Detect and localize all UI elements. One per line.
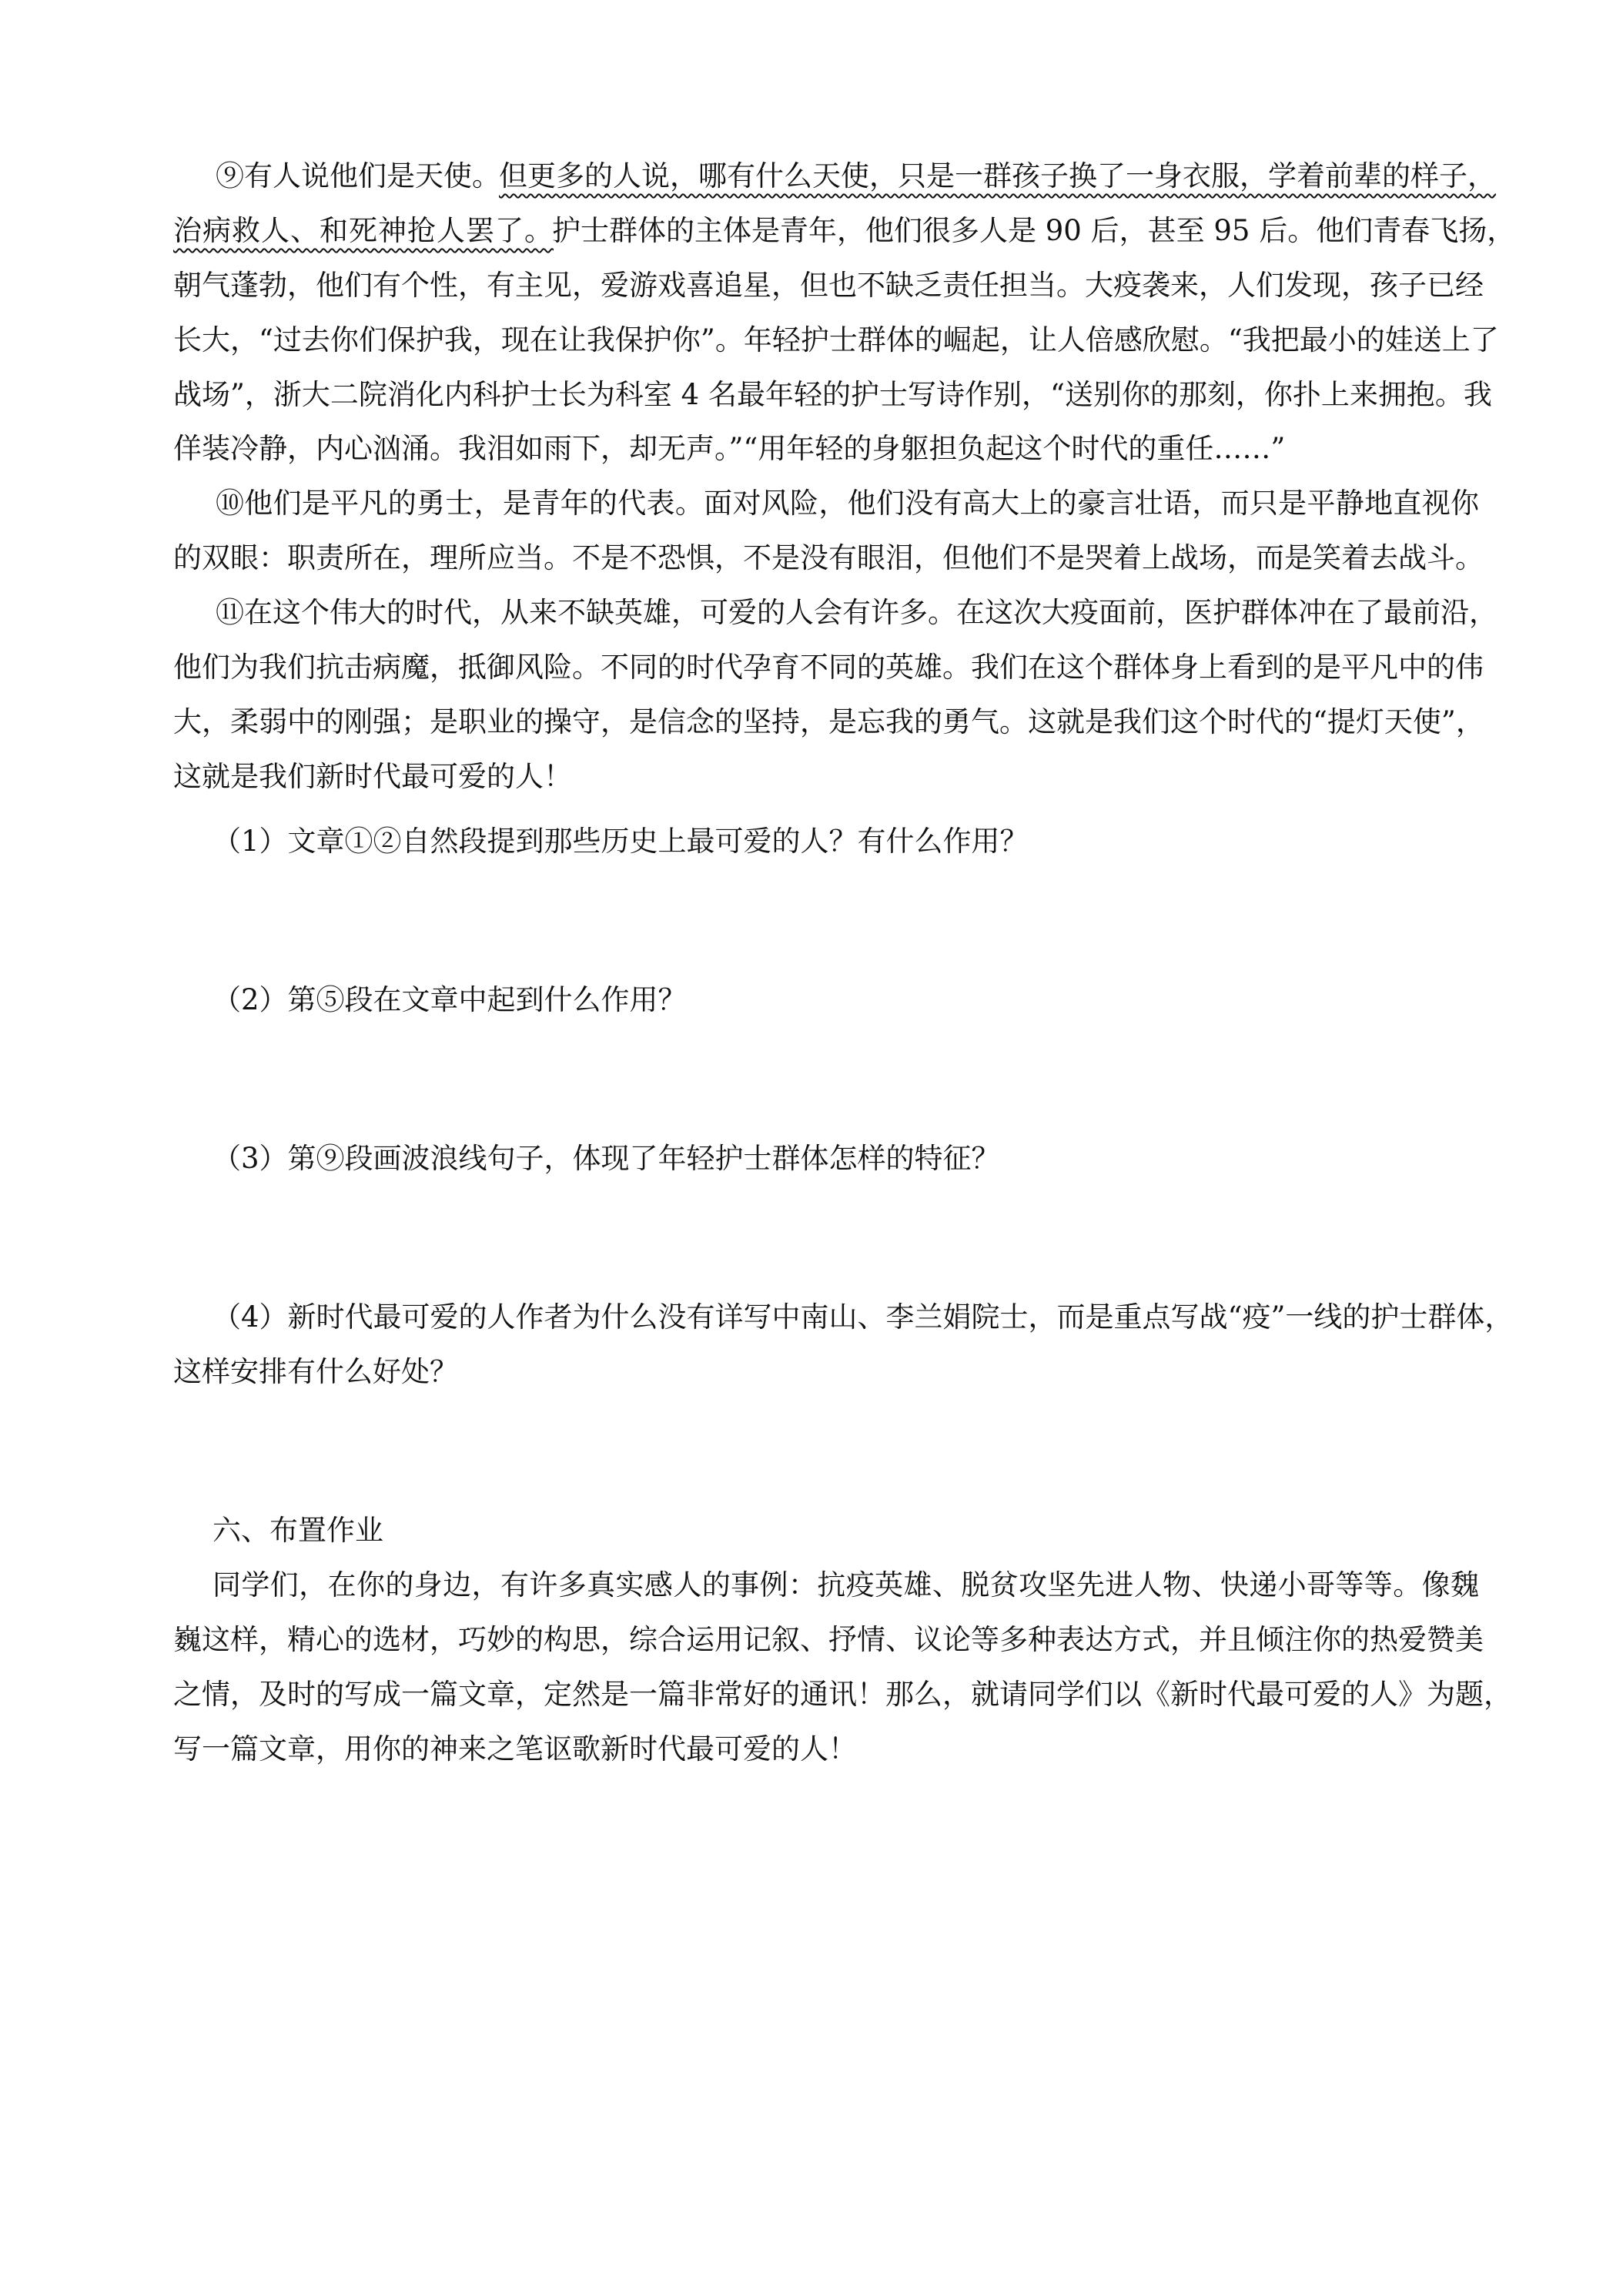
paragraph-11-line-1 — [0, 590, 1623, 636]
question-4-line-2 — [0, 1349, 1623, 1395]
homework-heading — [0, 1508, 1623, 1554]
paragraph-9-text: 长大，“过去你们保护我，现在让我保护你”。年轻护士群体的崛起，让人倍感欣慰。“我把最小的娃送上了 — [173, 323, 1499, 356]
wavy-underlined-sentence: 但更多的人说，哪有什么天使，只是一群孩子换了一身衣服，学着前辈的样子， — [499, 159, 1496, 192]
question-4-text: （4）新时代最可爱的人作者为什么没有详写中南山、李兰娟院士，而是重点写战“疫”一线的护士群体， — [212, 1300, 1514, 1334]
paragraph-10-line-1 — [0, 480, 1623, 527]
paragraph-11-line-4 — [0, 754, 1623, 800]
paragraph-10-text: ⑩他们是平凡的勇士，是青年的代表。面对风险，他们没有高大上的豪言壮语，而只是平静地直视你 — [216, 487, 1479, 520]
paragraph-11-text: ⑪在这个伟大的时代，从来不缺英雄，可爱的人会有许多。在这次大疫面前，医护群体冲在了最前沿， — [216, 596, 1498, 629]
paragraph-9-line-3 — [0, 263, 1623, 309]
homework-line-3 — [0, 1672, 1623, 1718]
question-3-text: （3）第⑨段画波浪线句子，体现了年轻护士群体怎样的特征？ — [212, 1142, 1000, 1175]
paragraph-9-text: 护士群体的主体是青年，他们很多人是 90 后，甚至 95 后。他们青春飞扬， — [552, 214, 1516, 247]
paragraph-9-text: ⑨有人说他们是天使。 — [216, 159, 500, 192]
homework-line-1 — [0, 1562, 1623, 1608]
question-4-text: 这样安排有什么好处？ — [173, 1355, 458, 1388]
homework-line-4 — [0, 1726, 1623, 1772]
paragraph-9-text: 战场”，浙大二院消化内科护士长为科室 4 名最年轻的护士写诗作别，“送别你的那刻，你扑上来拥抱。我 — [173, 378, 1492, 411]
paragraph-9-text: 佯装冷静，内心汹涌。我泪如雨下，却无声。”“用年轻的身躯担负起这个时代的重任……” — [173, 432, 1286, 465]
paragraph-11-line-3 — [0, 699, 1623, 745]
paragraph-11-text: 他们为我们抗击病魔，抵御风险。不同的时代孕育不同的英雄。我们在这个群体身上看到的是平凡中的伟 — [173, 651, 1484, 684]
section-heading: 六、布置作业 — [212, 1514, 383, 1547]
paragraph-9-line-5 — [0, 372, 1623, 418]
paragraph-9-line-4 — [0, 317, 1623, 363]
homework-text: 同学们，在你的身边，有许多真实感人的事例：抗疫英雄、脱贫攻坚先进人物、快递小哥等等。像魏 — [212, 1568, 1479, 1602]
paragraph-9-line-1 — [0, 153, 1623, 199]
question-2 — [0, 977, 1623, 1023]
question-1 — [0, 818, 1623, 865]
paragraph-10-text: 的双眼：职责所在，理所应当。不是不恐惧，不是没有眼泪，但他们不是哭着上战场，而是笑着去战斗。 — [173, 541, 1484, 574]
question-3 — [0, 1136, 1623, 1182]
homework-text: 之情，及时的写成一篇文章，定然是一篇非常好的通讯！那么，就请同学们以《新时代最可爱的人》为题， — [173, 1678, 1512, 1711]
question-1-text: （1）文章①②自然段提到那些历史上最可爱的人？有什么作用？ — [212, 825, 1029, 858]
paragraph-10-line-2 — [0, 535, 1623, 581]
paragraph-9-line-2 — [0, 208, 1623, 254]
question-4-line-1 — [0, 1294, 1623, 1340]
homework-text: 巍这样，精心的选材，巧妙的构思，综合运用记叙、抒情、议论等多种表达方式，并且倾注你的热爱赞美 — [173, 1623, 1484, 1656]
homework-line-2 — [0, 1617, 1623, 1663]
paragraph-9-text: 朝气蓬勃，他们有个性，有主见，爱游戏喜追星，但也不缺乏责任担当。大疫袭来，人们发现，孩子已经 — [173, 269, 1484, 302]
paragraph-11-text: 这就是我们新时代最可爱的人！ — [173, 760, 572, 793]
paragraph-11-line-2 — [0, 644, 1623, 691]
wavy-underlined-sentence: 治病救人、和死神抢人罢了。 — [173, 214, 554, 247]
paragraph-9-line-6 — [0, 426, 1623, 472]
question-2-text: （2）第⑤段在文章中起到什么作用？ — [212, 983, 687, 1016]
paragraph-11-text: 大，柔弱中的刚强；是职业的操守，是信念的坚持，是忘我的勇气。这就是我们这个时代的“提灯天使”， — [173, 705, 1484, 738]
homework-text: 写一篇文章，用你的神来之笔讴歌新时代最可爱的人！ — [173, 1732, 857, 1766]
